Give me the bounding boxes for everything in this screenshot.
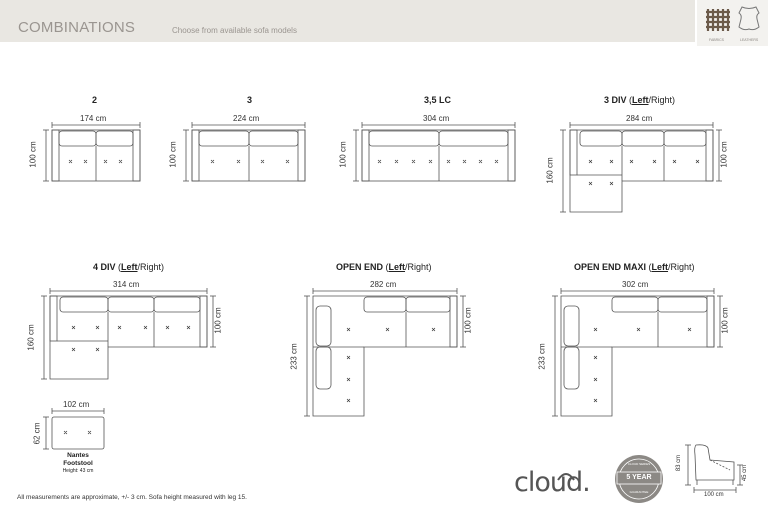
m35-depth: 100 cm — [338, 141, 348, 168]
side-view-drawing — [685, 445, 743, 493]
footstool-width: 102 cm — [63, 400, 90, 409]
model-openend-label: OPEN END (Left/Right) — [336, 262, 432, 272]
model-3div-label: 3 DIV (Left/Right) — [604, 95, 676, 105]
footstool-drawing — [43, 408, 104, 449]
m4div-depth: 100 cm — [213, 307, 223, 334]
model-2-label: 2 — [92, 95, 98, 105]
openendmaxi-depth-long: 233 cm — [537, 343, 547, 370]
side-height: 83 cm — [676, 454, 683, 472]
model-4div-label: 4 DIV (Left/Right) — [93, 262, 165, 272]
side-depth: 100 cm — [704, 492, 724, 498]
m3div-width: 284 cm — [626, 114, 653, 123]
badge-text: 5 YEAR — [626, 474, 652, 481]
openend-depth-long: 233 cm — [289, 343, 299, 370]
fabrics-label: FABRICS — [709, 38, 724, 42]
footstool-name: Nantes Footstool — [63, 452, 93, 467]
openendmaxi-width: 302 cm — [622, 280, 649, 289]
footstool-height: Height: 43 cm — [62, 468, 94, 474]
model-openendmaxi-label: OPEN END MAXI (Left/Right) — [574, 262, 695, 272]
brand-logo: cloud. — [514, 467, 590, 498]
sofa-2-drawing — [43, 122, 140, 181]
m4div-width: 314 cm — [113, 280, 140, 289]
badge-top: CLOUD SERIES — [627, 462, 651, 466]
sofa-openend-drawing — [304, 288, 466, 416]
side-seat-height: 45 cm — [742, 464, 749, 482]
openend-depth: 100 cm — [463, 307, 473, 334]
m2-width: 174 cm — [80, 114, 107, 123]
m4div-depth-long: 160 cm — [26, 324, 36, 351]
footnote: All measurements are approximate, +/- 3 cm. Sofa height measured with leg 15. — [17, 494, 247, 501]
sofa-35lc-drawing — [353, 122, 515, 181]
sofa-4div-drawing — [41, 288, 216, 379]
m3div-depth-long: 160 cm — [545, 157, 555, 184]
footstool-depth: 62 cm — [32, 422, 42, 445]
model-35lc-label: 3,5 LC — [424, 95, 452, 105]
m3div-depth: 100 cm — [719, 141, 729, 168]
page-title: COMBINATIONS — [18, 19, 136, 36]
openend-width: 282 cm — [370, 280, 397, 289]
leathers-label: LEATHERS — [740, 38, 759, 42]
page-subtitle: Choose from available sofa models — [172, 26, 297, 35]
sofa-openendmaxi-drawing — [552, 288, 723, 416]
m3-depth: 100 cm — [168, 141, 178, 168]
sofa-3-drawing — [183, 122, 305, 181]
model-3-label: 3 — [247, 95, 253, 105]
badge-bottom: GUARANTEE — [629, 490, 649, 494]
openendmaxi-depth: 100 cm — [720, 307, 730, 334]
sofa-3div-drawing — [560, 122, 722, 212]
m35-width: 304 cm — [423, 114, 450, 123]
m2-depth: 100 cm — [28, 141, 38, 168]
m3-width: 224 cm — [233, 114, 260, 123]
